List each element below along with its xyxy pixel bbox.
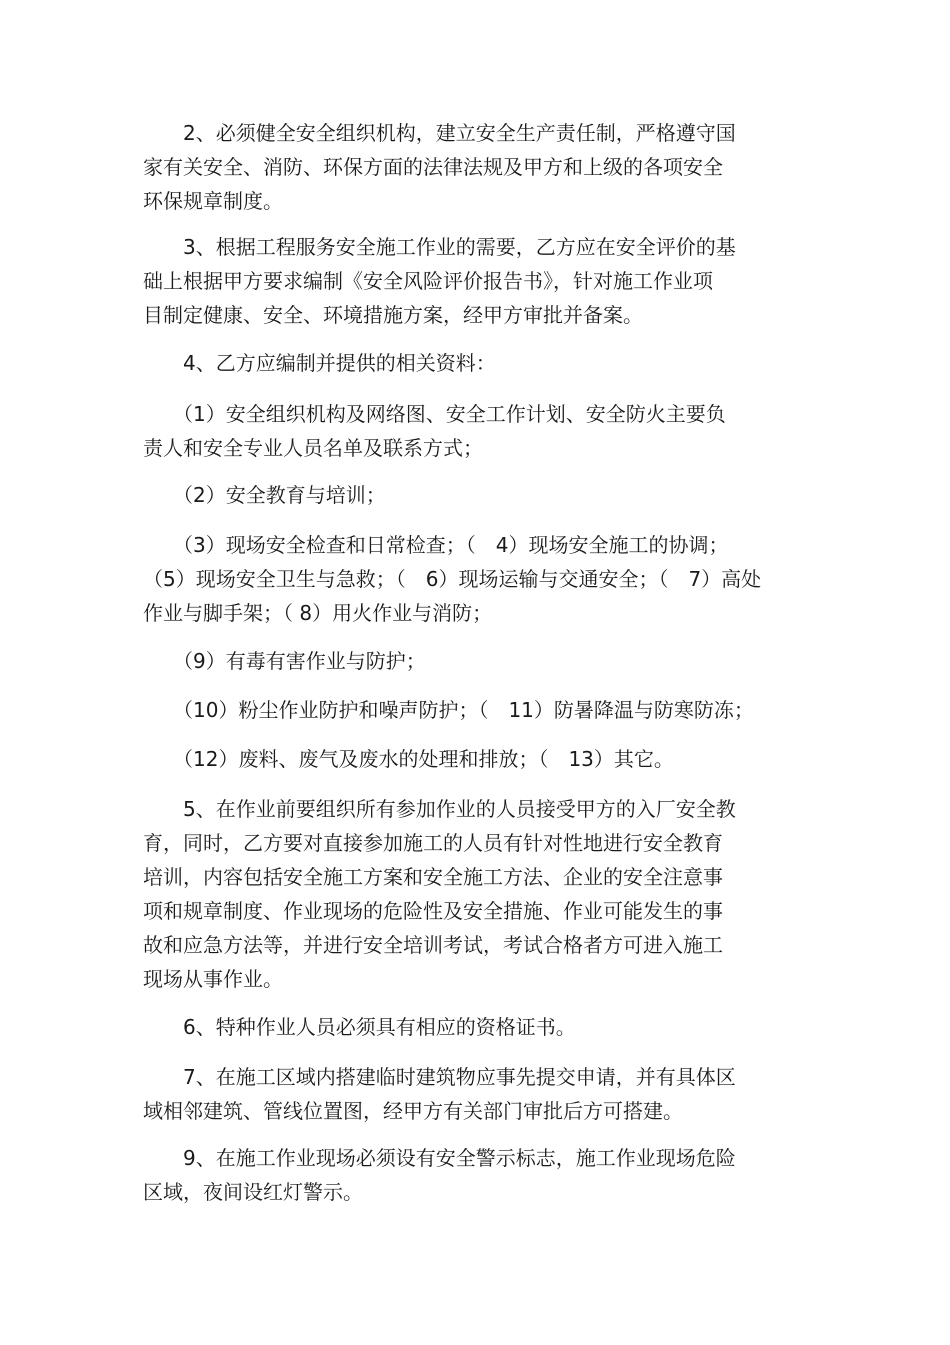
text-line: 4、乙方应编制并提供的相关资料： [143,351,496,375]
text-line: 培训，内容包括安全施工方案和安全施工方法、企业的安全注意事 [143,865,723,889]
text-line: 7、在施工区域内搭建临时建筑物应事先提交申请，并有具体区 [143,1065,736,1089]
paragraph-7 [143,1060,736,1128]
text-line: 家有关安全、消防、环保方面的法律法规及甲方和上级的各项安全 [143,155,723,179]
text-line: （1）安全组织机构及网络图、安全工作计划、安全防火主要负 [143,402,726,426]
text-line: 责人和安全专业人员名单及联系方式； [143,436,483,460]
text-line: 现场从事作业。 [143,967,283,991]
text-line: 故和应急方法等，并进行安全培训考试，考试合格者方可进入施工 [143,933,723,957]
paragraph-6 [143,1010,576,1044]
text-line: 育，同时，乙方要对直接参加施工的人员有针对性地进行安全教育 [143,831,723,855]
list-items-10-11 [143,693,754,727]
list-items-12-13 [143,742,674,776]
text-line: （2）安全教育与培训； [143,483,386,507]
text-line: 区域，夜间设红灯警示。 [143,1180,363,1204]
text-line: （3）现场安全检查和日常检查；（ 4）现场安全施工的协调； [143,533,729,557]
text-line: （12）废料、废气及废水的处理和排放；（ 13）其它。 [143,747,674,771]
text-line: 环保规章制度。 [143,189,283,213]
text-line: 6、特种作业人员必须具有相应的资格证书。 [143,1015,576,1039]
list-item-1 [143,397,726,465]
text-line: 9、在施工作业现场必须设有安全警示标志，施工作业现场危险 [143,1146,736,1170]
text-line: 2、必须健全安全组织机构，建立安全生产责任制，严格遵守国 [143,121,736,145]
paragraph-9 [143,1141,736,1209]
paragraph-2 [143,116,736,218]
text-line: 作业与脚手架；（ 8）用火作业与消防； [143,601,493,625]
paragraph-3 [143,230,736,332]
text-line: 5、在作业前要组织所有参加作业的人员接受甲方的入厂安全教 [143,797,736,821]
text-line: 3、根据工程服务安全施工作业的需要，乙方应在安全评价的基 [143,235,736,259]
text-line: （5）现场安全卫生与急救；（ 6）现场运输与交通安全；（ 7）高处 [143,567,762,591]
text-line: 础上根据甲方要求编制《安全风险评价报告书》，针对施工作业项 [143,269,713,293]
text-line: （9）有毒有害作业与防护； [143,649,426,673]
text-line: 域相邻建筑、管线位置图，经甲方有关部门审批后方可搭建。 [143,1099,683,1123]
paragraph-5 [143,792,736,996]
text-line: 项和规章制度、作业现场的危险性及安全措施、作业可能发生的事 [143,899,723,923]
paragraph-4 [143,346,496,380]
list-item-9 [143,644,426,678]
text-line: （10）粉尘作业防护和噪声防护；（ 11）防暑降温与防寒防冻； [143,698,754,722]
list-items-3-8 [143,528,761,630]
text-line: 目制定健康、安全、环境措施方案，经甲方审批并备案。 [143,303,643,327]
list-item-2 [143,478,386,512]
